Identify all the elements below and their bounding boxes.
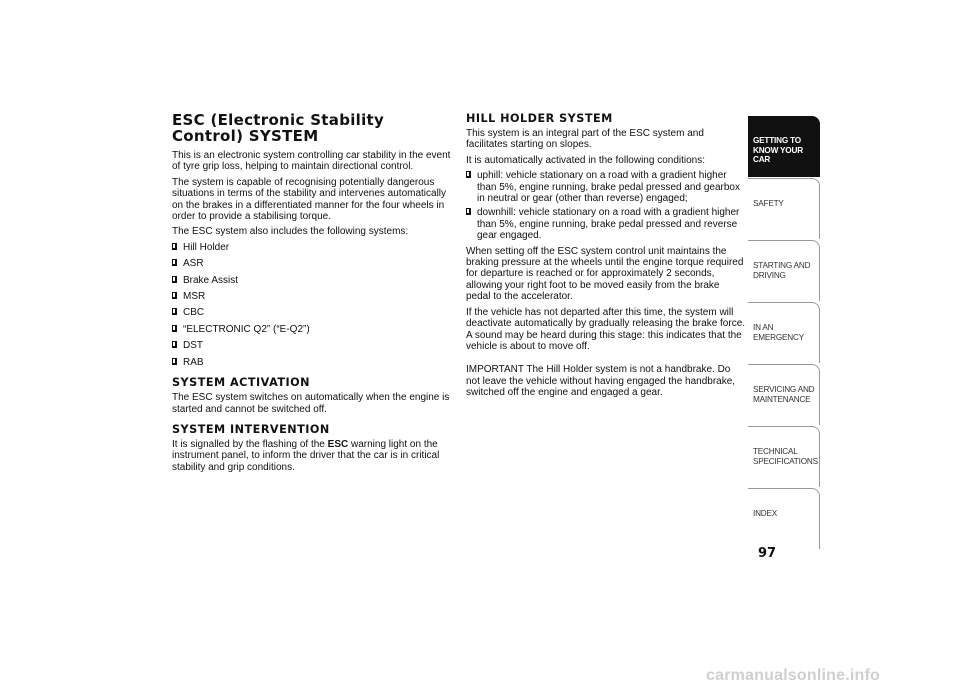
watermark: carmanualsonline.info xyxy=(706,667,881,684)
tab-index[interactable]: INDEX xyxy=(748,488,820,549)
intervention-text: It is signalled by the flashing of the ESC warning light on the instrument panel, to inform the driver that the car is in critical stability and grip conditions. xyxy=(172,438,440,473)
checkbox-bullet-icon xyxy=(172,341,177,348)
checkbox-bullet-icon xyxy=(172,243,177,250)
heading-system-activation: SYSTEM ACTIVATION xyxy=(172,376,311,390)
checkbox-bullet-icon xyxy=(172,259,177,266)
list-item: RAB xyxy=(172,357,457,368)
esc-includes-intro: The ESC system also includes the following systems: xyxy=(172,226,409,238)
checkbox-bullet-icon xyxy=(172,308,177,315)
release-text: When setting off the ESC system control unit maintains the braking pressure at the wheels until the engine torque required for departure is reached or for approximately 2 seconds, allowing your right foot to be moved easily from the brake pedal to the accelerator. xyxy=(466,245,744,303)
tab-in-an-emergency[interactable]: IN AN EMERGENCY xyxy=(748,302,820,363)
section-title-esc: ESC (Electronic Stability Control) SYSTEM xyxy=(172,111,385,145)
tab-safety[interactable]: SAFETY xyxy=(748,178,820,239)
tab-getting-to-know-your-car[interactable]: GETTING TO KNOW YOUR CAR xyxy=(748,116,820,177)
list-item: downhill: vehicle stationary on a road with a gradient higher than 5%, engine running, brake pedal pressed and reverse gear engaged. xyxy=(466,207,746,241)
heading-system-intervention: SYSTEM INTERVENTION xyxy=(172,422,330,436)
hill-holder-intro: This system is an integral part of the ESC system and facilitates starting on slopes. xyxy=(466,128,704,151)
tab-technical-specifications[interactable]: TECHNICAL SPECIFICATIONS xyxy=(748,426,820,487)
chapter-index-sidebar xyxy=(748,116,820,550)
checkbox-bullet-icon xyxy=(172,358,177,365)
tab-starting-and-driving[interactable]: STARTING AND DRIVING xyxy=(748,240,820,301)
checkbox-bullet-icon xyxy=(466,171,471,178)
list-item: uphill: vehicle stationary on a road with a gradient higher than 5%, engine running, brake pedal pressed and gearbox in neutral or gear (other than reverse) engaged; xyxy=(466,170,746,204)
checkbox-bullet-icon xyxy=(466,208,471,215)
list-item: DST xyxy=(172,340,457,351)
paragraph-spacer xyxy=(466,356,746,364)
left-column xyxy=(172,112,457,477)
activation-text: The ESC system switches on automatically when the engine is started and cannot be switched off. xyxy=(172,392,450,415)
list-item: “ELECTRONIC Q2” (“E-Q2”) xyxy=(172,324,457,335)
checkbox-bullet-icon xyxy=(172,292,177,299)
checkbox-bullet-icon xyxy=(172,276,177,283)
list-item: Hill Holder xyxy=(172,242,457,253)
esc-capability: The system is capable of recognising potentially dangerous situations in terms of the stability and intervenes automatically on the brakes in a differentiated manner for the four wheels in order to provide a stabilising torque. xyxy=(172,176,447,223)
esc-systems-list xyxy=(172,242,457,368)
heading-hill-holder: HILL HOLDER SYSTEM xyxy=(466,112,613,125)
esc-intro: This is an electronic system controlling car stability in the event of tyre grip loss, helping to maintain directional control. xyxy=(172,150,451,173)
deactivate-text: If the vehicle has not departed after this time, the system will deactivate automatically by gradually releasing the brake force. A sound may be heard during this stage: this indicates that the vehicle is about to move off. xyxy=(466,306,746,352)
page-number: 97 xyxy=(758,546,777,561)
checkbox-bullet-icon xyxy=(172,325,177,332)
tab-servicing-and-maintenance[interactable]: SERVICING AND MAINTENANCE xyxy=(748,364,820,425)
list-item: Brake Assist xyxy=(172,275,457,286)
right-column xyxy=(466,112,746,403)
conditions-list xyxy=(466,170,746,241)
conditions-intro: It is automatically activated in the following conditions: xyxy=(466,154,706,166)
list-item: CBC xyxy=(172,307,457,318)
list-item: MSR xyxy=(172,291,457,302)
list-item: ASR xyxy=(172,258,457,269)
important-text: IMPORTANT The Hill Holder system is not a handbrake. Do not leave the vehicle without having engaged the handbrake, switched off the engine and engaged a gear. xyxy=(466,364,736,399)
esc-label: ESC xyxy=(327,438,349,450)
